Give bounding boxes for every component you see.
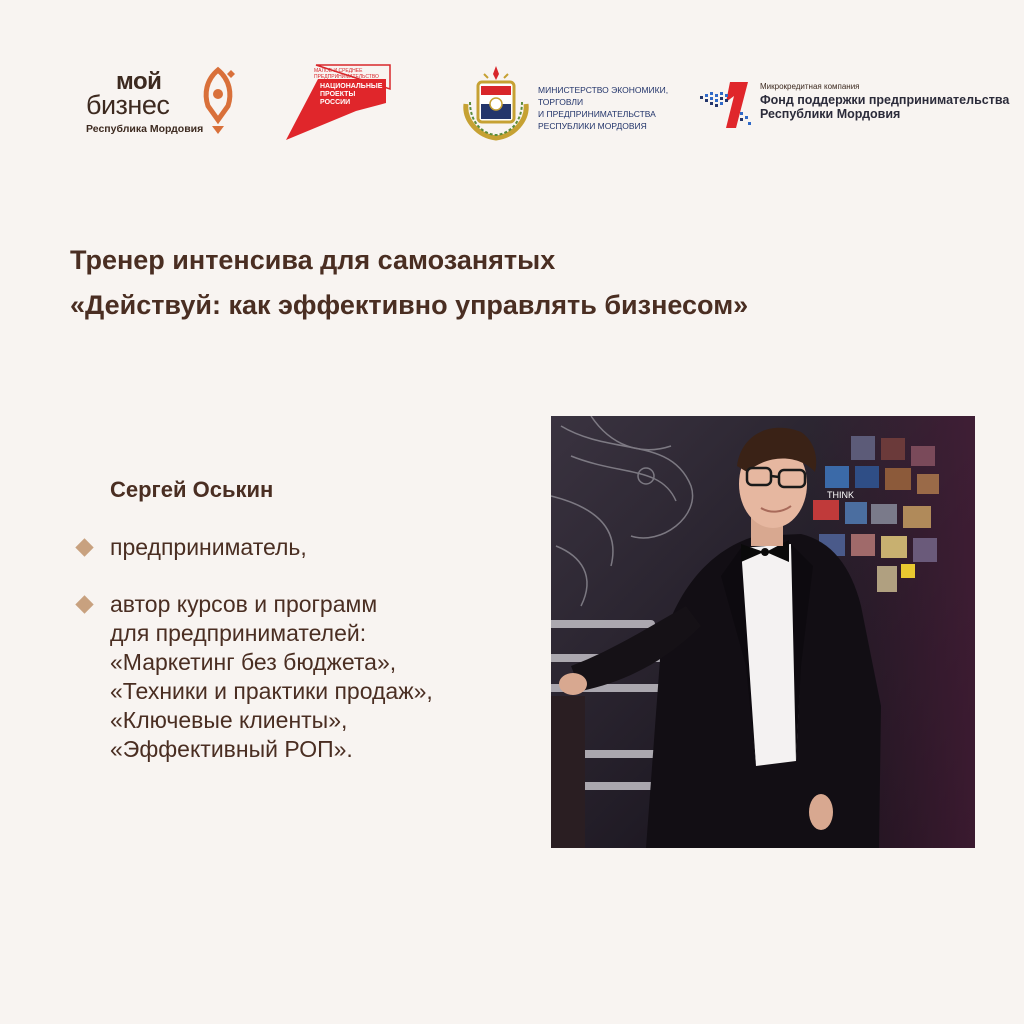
bio-item xyxy=(110,533,307,562)
bio-item-line: предприниматель, xyxy=(110,534,307,560)
trainer-name: Сергей Оськин xyxy=(110,477,274,502)
trainer-photo xyxy=(551,416,975,848)
ministry-name-line-3: РЕСПУБЛИКИ МОРДОВИЯ xyxy=(538,121,647,131)
bio-item-line: «Ключевые клиенты», xyxy=(110,707,348,733)
fund-caption: Микрокредитная компания xyxy=(760,82,860,91)
fund-emblem-icon xyxy=(696,78,756,134)
national-projects-logo xyxy=(286,63,392,141)
bio-item-line: для предпринимателей: xyxy=(110,620,367,646)
rocket-pin-icon xyxy=(198,64,242,136)
fund-logo xyxy=(696,78,1010,134)
ministry-name-line-1: МИНИСТЕРСТВО ЭКОНОМИКИ, ТОРГОВЛИ xyxy=(538,85,669,107)
ministry-name xyxy=(538,84,688,132)
diamond-bullet-icon xyxy=(75,595,93,613)
bio-item-line: «Техники и практики продаж», xyxy=(110,678,433,704)
ministry-name-line-2: И ПРЕДПРИНИМАТЕЛЬСТВА xyxy=(538,109,656,119)
bio-item-line: «Эффективный РОП». xyxy=(110,736,353,762)
page-title-line-1: Тренер интенсива для самозанятых xyxy=(70,245,556,275)
moy-biznes-logo-region: Республика Мордовия xyxy=(86,123,204,135)
diamond-bullet-icon xyxy=(75,538,93,556)
page-title xyxy=(70,238,748,328)
wall-sign-text: THINK xyxy=(827,490,854,500)
bio-item-line: автор курсов и программ xyxy=(110,591,378,617)
moy-biznes-logo xyxy=(86,62,246,142)
bio-item-line: «Маркетинг без бюджета», xyxy=(110,649,397,675)
national-projects-caption: МАЛОЕ И СРЕДНЕЕ ПРЕДПРИНИМАТЕЛЬСТВО xyxy=(314,68,379,80)
page-title-line-2: «Действуй: как эффективно управлять бизнесом» xyxy=(70,290,749,320)
coat-of-arms-icon xyxy=(458,64,536,142)
fund-name-line-2: Республики Мордовия xyxy=(760,107,901,121)
moy-biznes-logo-word-2: бизнес xyxy=(86,90,170,120)
ministry-logo xyxy=(458,64,678,142)
moy-biznes-logo-word-1: мой xyxy=(116,68,162,95)
national-projects-title: НАЦИОНАЛЬНЫЕ ПРОЕКТЫ РОССИИ xyxy=(320,83,383,106)
fund-name-line-1: Фонд поддержки предпринимательства xyxy=(760,93,1010,107)
bio-item xyxy=(110,590,433,764)
